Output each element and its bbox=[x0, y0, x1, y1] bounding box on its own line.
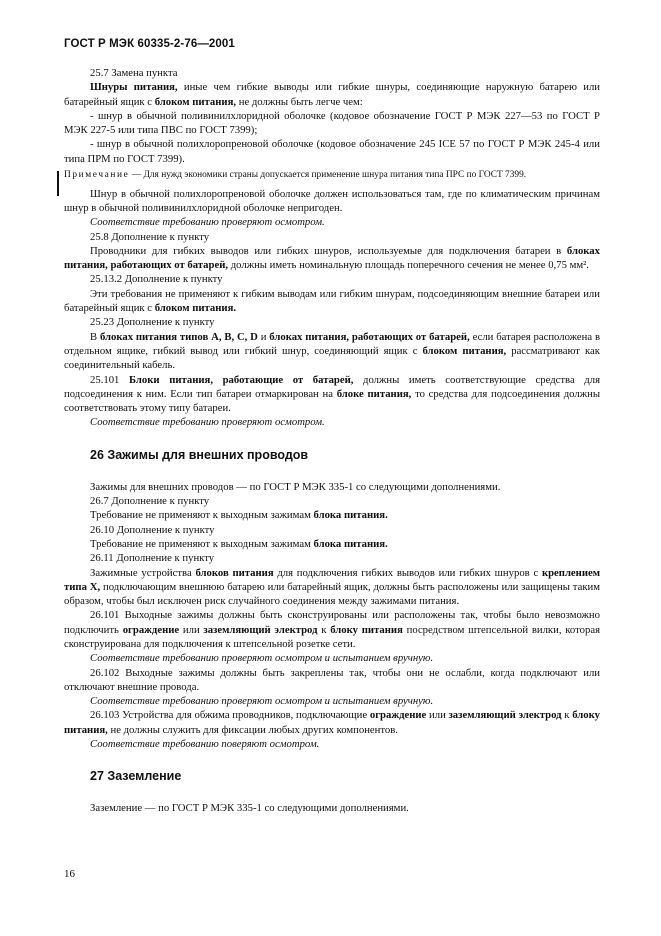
clause-25-23-text: В блоках питания типов А, В, С, D и блоках питания, работающих от батарей, если батарея расположена в отдельном ящике, гибкий вывод или гибкий шнур, соединяющий ящик с блоком питания, рассматривают как соединительный кабель. bbox=[64, 330, 600, 372]
change-bar bbox=[57, 171, 59, 196]
section-27-title: 27 Заземление bbox=[90, 769, 182, 784]
page-number: 16 bbox=[64, 868, 75, 880]
compliance-check: Соответствие требованию проверяют осмотром и испытанием вручную. bbox=[90, 652, 434, 665]
compliance-check: Соответствие требованию проверяют осмотром и испытанием вручную. bbox=[90, 695, 434, 708]
document-header: ГОСТ Р МЭК 60335-2-76—2001 bbox=[64, 38, 235, 50]
clause-26-7-text: Требование не применяют к выходным зажимам блока питания. bbox=[90, 509, 388, 522]
clause-26-10-text: Требование не применяют к выходным зажимам блока питания. bbox=[90, 537, 388, 550]
section-26-intro: Зажимы для внешних проводов — по ГОСТ Р МЭК 335-1 со следующими дополнениями. bbox=[90, 480, 501, 493]
clause-26-103-text: 26.103 Устройства для обжима проводников, подключающие ограждение или заземляющий электрод к блоку питания, не должны служить для фиксации любых других компонентов. bbox=[64, 709, 600, 736]
clause-26-7-heading: 26.7 Дополнение к пункту bbox=[90, 495, 210, 508]
clause-26-101-text: 26.101 Выходные зажимы должны быть сконструированы или расположены так, чтобы было невозможно подключить ограждение или заземляющий электрод к блоку питания посредством штепсельной вилки, которая сконструирована для подключения к штепсельной розетке сети. bbox=[64, 609, 600, 650]
clause-25-23-heading: 25.23 Дополнение к пункту bbox=[90, 316, 215, 329]
section-26-title: 26 Зажимы для внешних проводов bbox=[90, 447, 309, 462]
list-item-pvc-cord: - шнур в обычной поливинилхлоридной оболочке (кодовое обозначение ГОСТ Р МЭК 227—53 по ГОСТ Р МЭК 227-5 или типа ПВС по ГОСТ 7399); bbox=[64, 109, 600, 137]
note-block bbox=[64, 169, 600, 182]
document-page bbox=[64, 38, 600, 816]
clause-25-8-text: Проводники для гибких выводов или гибких шнуров, используемые для подключения батареи в блоках питания, работающих от батарей, должны иметь номинальную площадь поперечного сечения не менее 0,75 мм². bbox=[64, 244, 600, 272]
clause-25-101-text: 25.101 Блоки питания, работающие от батарей, должны иметь соответствующие средства для подсоединения к ним. Если тип батареи отмаркирован на блоке питания, то средства для подсоединения должны соответствовать этому типу батареи. bbox=[64, 373, 601, 415]
clause-25-8-heading: 25.8 Дополнение к пункту bbox=[90, 230, 210, 243]
compliance-check: Соответствие требованию проверяют осмотром. bbox=[90, 416, 325, 429]
clause-25-13-2-text: Эти требования не применяют к гибким выводам или гибким шнурам, подсоединяющим внешние батареи или батарейный ящик с блоком питания. bbox=[64, 287, 600, 315]
note-text: — Для нужд экономики страны допускается применение шнура питания типа ПРС по ГОСТ 7399. bbox=[129, 170, 527, 181]
clause-25-7-text: Шнуры питания, иные чем гибкие выводы или гибкие шнуры, соединяющие наружную батарею или батарейный ящик с блоком питания, не должны быть легче чем: bbox=[64, 81, 600, 108]
compliance-check: Соответствие требованию проверяют осмотром. bbox=[90, 216, 325, 229]
clause-25-7-heading: 25.7 Замена пункта bbox=[90, 67, 178, 79]
section-27-intro: Заземление — по ГОСТ Р МЭК 335-1 со следующими дополнениями. bbox=[90, 802, 409, 815]
clause-26-11-text: Зажимные устройства блоков питания для подключения гибких выводов или гибких шнуров с креплением типа X, подключающим внешнюю батарею или батарейный ящик, должны быть расположены или защищены таким образом, чтобы был исключен риск случайного соединения между зажимами питания. bbox=[64, 566, 601, 608]
clause-26-102-text: 26.102 Выходные зажимы должны быть закреплены так, чтобы они не ослабли, когда подключают или отключают внешние провода. bbox=[64, 666, 600, 693]
clause-25-13-2-heading: 25.13.2 Дополнение к пункту bbox=[90, 273, 223, 286]
compliance-check: Соответствие требованию поверяют осмотром. bbox=[90, 738, 320, 751]
clause-26-11-heading: 26.11 Дополнение к пункту bbox=[90, 552, 215, 565]
note-label: Примечание bbox=[64, 170, 130, 181]
clause-25-7-paragraph: Шнур в обычной полихлоропреновой оболочке должен использоваться там, где по климатическим причинам шнур в обычной поливинилхлоридной оболочке непригоден. bbox=[64, 187, 600, 214]
clause-26-10-heading: 26.10 Дополнение к пункту bbox=[90, 523, 215, 536]
list-item-pcp-cord: - шнур в обычной полихлоропреновой оболочке (кодовое обозначение 245 ICE 57 по ГОСТ Р МЭК 245-4 или типа ПРМ по ГОСТ 7399). bbox=[64, 138, 600, 165]
